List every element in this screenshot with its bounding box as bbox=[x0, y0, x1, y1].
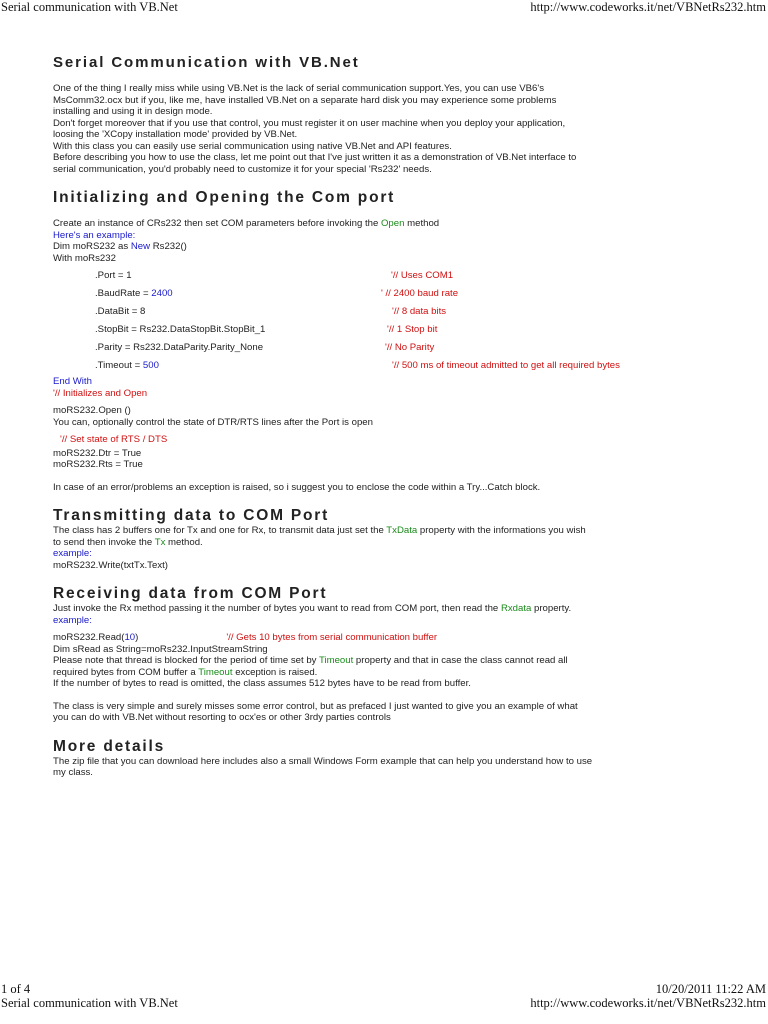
code-comment: ' // 2400 baud rate bbox=[381, 288, 459, 299]
code-line bbox=[53, 321, 733, 339]
code-end-with: End With bbox=[53, 376, 92, 387]
init-text-end: method bbox=[404, 218, 440, 229]
print-datetime: 10/20/2011 11:22 AM bbox=[655, 982, 766, 996]
header-url[interactable]: http://www.codeworks.it/net/VBNetRs232.htm bbox=[530, 0, 766, 14]
section-heading-more: More details bbox=[53, 737, 166, 755]
more-line: my class. bbox=[53, 767, 93, 778]
code-text: moRS232.Read( bbox=[53, 632, 125, 643]
keyword-new: New bbox=[130, 241, 151, 252]
code-with: With moRs232 bbox=[53, 252, 116, 264]
note-text-end: property and that in case the class cannot read all bbox=[353, 655, 568, 666]
intro-paragraph bbox=[53, 83, 733, 175]
init-text: Create an instance of CRs232 then set COM parameters before invoking the bbox=[53, 218, 381, 229]
note-text: Please note that thread is blocked for the period of time set by bbox=[53, 655, 319, 666]
timeout-property: Timeout bbox=[318, 655, 354, 666]
timeout-note bbox=[53, 655, 733, 667]
summary-line: The class is very simple and surely misses some error control, but as prefaced I just wanted to give you an example of what bbox=[53, 700, 578, 712]
code-comment: '// Uses COM1 bbox=[391, 270, 454, 281]
rx-description bbox=[53, 603, 733, 615]
tx-text: The class has 2 buffers one for Tx and one for Rx, to transmit data just set the bbox=[53, 525, 387, 536]
error-note: In case of an error/problems an exception is raised, so i suggest you to enclose the code within a Try...Catch block. bbox=[53, 481, 541, 493]
code-port: .Port = 1 bbox=[95, 270, 132, 281]
intro-line: Don't forget moreover that if you use that control, you must register it on user machine when you deploy your application, bbox=[53, 117, 566, 129]
tx-description bbox=[53, 525, 733, 537]
code-line bbox=[53, 285, 733, 303]
open-method-name: Open bbox=[380, 218, 405, 229]
intro-line: Before describing you how to use the class, let me point out that I've just written it as a demonstration of VB.Net interface to bbox=[53, 152, 577, 163]
timeout-note-2 bbox=[53, 667, 733, 679]
note-text-end: exception is raised. bbox=[232, 666, 318, 678]
code-comment: '// Gets 10 bytes from serial communication buffer bbox=[226, 632, 438, 643]
code-open-call: moRS232.Open () bbox=[53, 405, 131, 416]
intro-line: installing and using it in design mode. bbox=[53, 106, 213, 117]
example-label: example: bbox=[53, 548, 92, 559]
intro-line: With this class you can easily use serial communication using native VB.Net and API features. bbox=[53, 140, 452, 152]
code-read bbox=[53, 632, 733, 644]
page-number: 1 of 4 bbox=[1, 982, 31, 996]
code-write: moRS232.Write(txtTx.Text) bbox=[53, 559, 168, 571]
section-heading-tx: Transmitting data to COM Port bbox=[53, 507, 330, 524]
txdata-property: TxData bbox=[386, 525, 418, 536]
code-dim-post: Rs232() bbox=[150, 241, 187, 252]
rx-text: Just invoke the Rx method passing it the number of bytes you want to read from COM port, then read the bbox=[53, 603, 501, 614]
code-comment: '// No Parity bbox=[385, 342, 435, 353]
code-dtr: moRS232.Dtr = True bbox=[53, 447, 142, 459]
code-dim bbox=[53, 241, 733, 253]
code-number: 2400 bbox=[151, 288, 173, 299]
intro-line: serial communication, you'd probably need to customize it for your special 'Rs232' needs. bbox=[53, 163, 432, 175]
more-line: The zip file that you can download here includes also a small Windows Form example that can help you understand how to use bbox=[53, 755, 593, 767]
intro-line: MsComm32.ocx but if you, like me, have installed VB.Net on a separate hard disk you may experience some problems bbox=[53, 94, 557, 106]
note-text: required bytes from COM buffer a bbox=[53, 666, 199, 678]
tx-description-2 bbox=[53, 537, 733, 549]
code-timeout bbox=[53, 357, 343, 375]
timeout-exception: Timeout bbox=[198, 666, 233, 678]
code-line bbox=[53, 267, 733, 285]
code-number: 10 bbox=[124, 632, 136, 643]
code-comment: '// 8 data bits bbox=[392, 306, 447, 317]
intro-line: loosing the 'XCopy installation mode' provided by VB.Net. bbox=[53, 129, 298, 140]
example-label: example: bbox=[53, 614, 92, 626]
code-text: .BaudRate = bbox=[95, 288, 152, 299]
page-title: Serial Communication with VB.Net bbox=[53, 54, 360, 71]
code-parity: .Parity = Rs232.DataParity.Parity_None bbox=[95, 342, 264, 353]
summary-line: you can do with VB.Net without resorting to ocx'es or other 3rdy parties controls bbox=[53, 712, 391, 723]
intro-line: One of the thing I really miss while using VB.Net is the lack of serial communication support.Yes, you can use VB6's bbox=[53, 83, 544, 94]
code-line bbox=[53, 357, 733, 375]
rx-text-end: property. bbox=[531, 603, 572, 614]
code-text: ) bbox=[135, 632, 139, 643]
code-baudrate bbox=[53, 285, 343, 303]
rxdata-property: Rxdata bbox=[500, 603, 532, 614]
code-rts: moRS232.Rts = True bbox=[53, 459, 143, 470]
example-label: Here's an example: bbox=[53, 229, 136, 241]
code-stopbit: .StopBit = Rs232.DataStopBit.StopBit_1 bbox=[95, 324, 266, 335]
code-text: .Timeout = bbox=[95, 360, 143, 371]
code-dim-read: Dim sRead as String=moRs232.InputStreamString bbox=[53, 643, 268, 655]
footer-title: Serial communication with VB.Net bbox=[1, 996, 178, 1010]
code-line bbox=[53, 303, 733, 321]
tx-text-end: property with the informations you wish bbox=[417, 525, 586, 536]
section-heading-rx: Receiving data from COM Port bbox=[53, 585, 328, 602]
section-heading-init: Initializing and Opening the Com port bbox=[53, 189, 396, 206]
code-dim-pre: Dim moRS232 as bbox=[53, 241, 131, 252]
page-footer bbox=[0, 982, 768, 1022]
code-comment: '// 500 ms of timeout admitted to get all required bytes bbox=[392, 360, 620, 371]
tx-text: to send then invoke the bbox=[53, 536, 155, 548]
code-comment: '// Set state of RTS / DTS bbox=[60, 434, 168, 445]
tx-method-name: Tx bbox=[154, 536, 166, 548]
article bbox=[53, 54, 733, 779]
code-properties-block bbox=[53, 267, 733, 375]
tx-text-end: method. bbox=[165, 536, 203, 548]
init-description bbox=[53, 218, 733, 230]
dtr-description: You can, optionally control the state of DTR/RTS lines after the Port is open bbox=[53, 416, 373, 428]
bytes-note: If the number of bytes to read is omitted, the class assumes 512 bytes have to be read from buffer. bbox=[53, 678, 471, 689]
page-header bbox=[0, 0, 768, 14]
code-number: 500 bbox=[142, 360, 159, 371]
code-databit: .DataBit = 8 bbox=[95, 306, 146, 317]
footer-url[interactable]: http://www.codeworks.it/net/VBNetRs232.htm bbox=[530, 996, 766, 1010]
code-comment: '// 1 Stop bit bbox=[387, 324, 438, 335]
code-line bbox=[53, 339, 733, 357]
header-title: Serial communication with VB.Net bbox=[1, 0, 178, 14]
code-comment: '// Initializes and Open bbox=[53, 387, 148, 399]
